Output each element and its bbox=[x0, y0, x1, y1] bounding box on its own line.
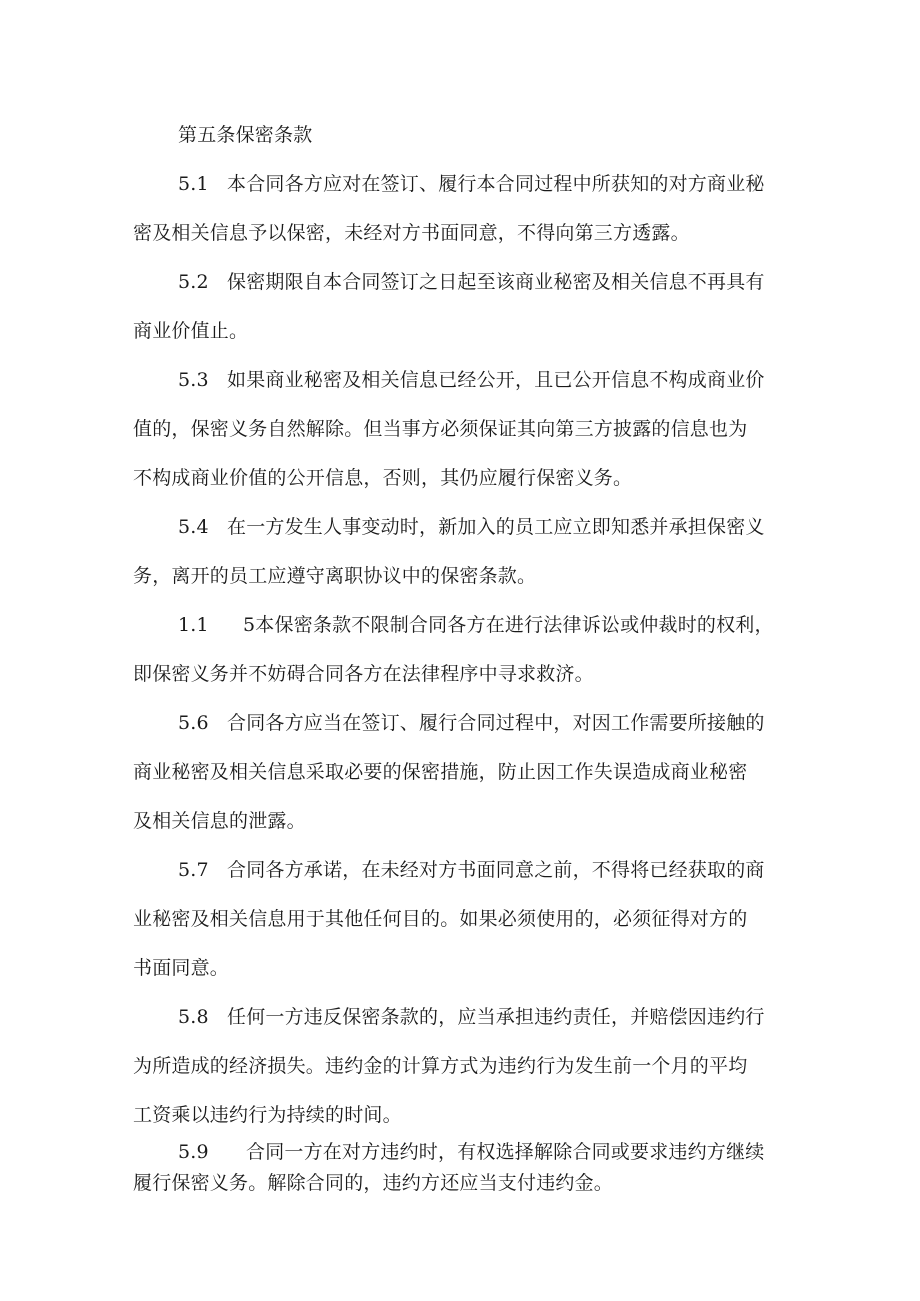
clause-number: 5.8 bbox=[178, 1006, 209, 1028]
clause-number: 5.4 bbox=[178, 516, 209, 538]
clause-number: 5.1 bbox=[178, 173, 209, 195]
clause-text: 5本保密条款不限制合同各方在进行法律诉讼或仲裁时的权利， bbox=[243, 614, 774, 636]
clause-5-9-line-1 bbox=[178, 1141, 764, 1163]
clause-5-7-line-3: 书面同意。 bbox=[133, 957, 230, 979]
clause-5-8-line-3: 工资乘以违约行为持续的时间。 bbox=[133, 1104, 402, 1126]
clause-5-6-line-1 bbox=[178, 712, 765, 734]
clause-5-3-line-1 bbox=[178, 369, 765, 391]
clause-5-4-line-1 bbox=[178, 516, 765, 538]
clause-5-2-line-2: 商业价值止。 bbox=[133, 320, 249, 342]
clause-5-4-line-2: 务，离开的员工应遵守离职协议中的保密条款。 bbox=[133, 565, 537, 587]
clause-number: 5.7 bbox=[178, 859, 209, 881]
clause-5-1-line-2: 密及相关信息予以保密，未经对方书面同意，不得向第三方透露。 bbox=[133, 222, 690, 244]
clause-number: 5.3 bbox=[178, 369, 209, 391]
clause-5-2-line-1 bbox=[178, 271, 765, 293]
clause-number: 5.6 bbox=[178, 712, 209, 734]
clause-5-3-line-3: 不构成商业价值的公开信息，否则，其仍应履行保密义务。 bbox=[133, 467, 633, 489]
clause-5-6-line-3: 及相关信息的泄露。 bbox=[133, 810, 306, 832]
clause-5-3-line-2: 值的，保密义务自然解除。但当事方必须保证其向第三方披露的信息也为 bbox=[133, 418, 748, 440]
clause-number: 1.1 bbox=[178, 614, 209, 636]
clause-text: 合同各方承诺，在未经对方书面同意之前，不得将已经获取的商 bbox=[227, 859, 765, 881]
clause-5-9-line-2: 履行保密义务。解除合同的，违约方还应当支付违约金。 bbox=[133, 1172, 614, 1194]
clause-text: 任何一方违反保密条款的，应当承担违约责任，并赔偿因违约行 bbox=[227, 1006, 765, 1028]
clause-5-1-line-1 bbox=[178, 173, 765, 195]
clause-number: 5.9 bbox=[178, 1141, 209, 1163]
clause-5-8-line-2: 为所造成的经济损失。违约金的计算方式为违约行为发生前一个月的平均 bbox=[133, 1055, 748, 1077]
clause-5-7-line-1 bbox=[178, 859, 765, 881]
clause-5-5-line-1 bbox=[178, 614, 774, 636]
clause-5-7-line-2: 业秘密及相关信息用于其他任何目的。如果必须使用的，必须征得对方的 bbox=[133, 908, 748, 930]
clause-text: 合同各方应当在签订、履行合同过程中，对因工作需要所接触的 bbox=[227, 712, 765, 734]
clause-5-5-line-2: 即保密义务并不妨碍合同各方在法律程序中寻求救济。 bbox=[133, 663, 594, 685]
clause-number: 5.2 bbox=[178, 271, 209, 293]
clause-text: 合同一方在对方违约时，有权选择解除合同或要求违约方继续 bbox=[246, 1141, 765, 1163]
clause-text: 如果商业秘密及相关信息已经公开，且已公开信息不构成商业价 bbox=[227, 369, 765, 391]
clause-text: 保密期限自本合同签订之日起至该商业秘密及相关信息不再具有 bbox=[227, 271, 765, 293]
clause-5-6-line-2: 商业秘密及相关信息采取必要的保密措施，防止因工作失误造成商业秘密 bbox=[133, 761, 748, 783]
clause-text: 在一方发生人事变动时，新加入的员工应立即知悉并承担保密义 bbox=[227, 516, 765, 538]
clause-5-8-line-1 bbox=[178, 1006, 765, 1028]
clause-text: 本合同各方应对在签订、履行本合同过程中所获知的对方商业秘 bbox=[227, 173, 765, 195]
section-heading: 第五条保密条款 bbox=[178, 124, 313, 146]
